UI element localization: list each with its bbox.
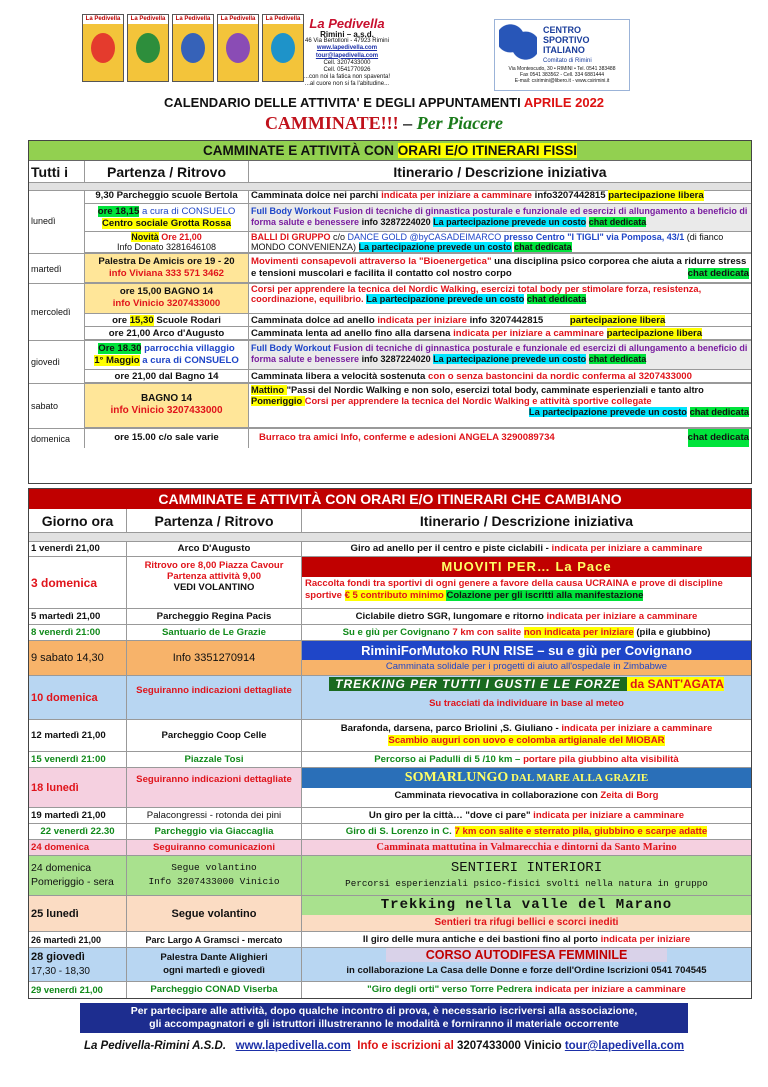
day-label: mercoledì bbox=[29, 283, 85, 340]
table-row: ore 15.00 c/o sale varie Burraco tra amici Info, conferme e adesioni ANGELA 3290089734 chat dedicata bbox=[85, 428, 751, 448]
table-row: 25 lunedì Segue volantino Trekking nella valle del Marano Sentieri tra rifugi bellici e scorci inediti bbox=[29, 896, 751, 932]
csi-mark-icon bbox=[499, 24, 537, 60]
table-row: ore 21,00 dal Bagno 14 Camminata libera a velocità sostenuta con o senza bastoncini da nordic conferma al 3207433000 bbox=[85, 370, 751, 383]
logo-badge: La Pedivella bbox=[217, 14, 259, 82]
table-row: Novità Ore 21,00 Info Donato 3281646108 BALLI DI GRUPPO c/o DANCE GOLD @byCASADEIMARCO presso Centro "I TIGLI" via Pomposa, 43/1 (di fianco MONDO CONVENIENZA) La partecipazione prevede un costo chat dedicata bbox=[85, 232, 751, 253]
footer-notice: Per partecipare alle attività, dopo qualche incontro di prova, è necessario iscriversi alla associazione, gli accompagnatori e gli istruttori illustreranno le modalità e forniranno il materiale occorrente bbox=[80, 1003, 688, 1033]
table-row: 10 domenica Seguiranno indicazioni dettagliate TREKKING PER TUTTI I GUSTI E LE FORZE da SANT'AGATA Su tracciati da individuare in base al meteo bbox=[29, 676, 751, 720]
table-row: ore 18,15 a cura di CONSUELO Centro sociale Grotta Rossa Full Body Workout Fusion di tecniche di ginnastica posturale e funzionale ed esercizi di allungamento a beneficio di forma salute e benessere info 3287224020 La partecipazione prevede un costo chat dedicata bbox=[85, 204, 751, 232]
table-row: ore 15,00 BAGNO 14 info Vinicio 3207433000 Corsi per apprendere la tecnica del Nordic Walking, esercizi total body per stimolare forza, resistenza, coordinazione, equilibrio. La partecipazione prevede un costo chat dedicata bbox=[85, 283, 751, 314]
table-row: Palestra De Amicis ore 19 - 20 info Viviana 333 571 3462 Movimenti consapevoli attraverso la "Bioenergetica" una disciplina psico corporea che aiuta a ridurre stress e tensioni muscolari e facilita il contatto col nostro corpo chat dedicata bbox=[85, 253, 751, 283]
table-row: 3 domenica Ritrovo ore 8,00 Piazza Cavour Partenza attività 9,00 VEDI VOLANTINO MUOVITI PER… La Pace Raccolta fondi tra sportivi di ogni genere a favore della causa UCRAINA e prove di discipline sportive € 5 contributo minimo Colazione per gli iscritti alla manifestazione bbox=[29, 557, 751, 609]
pedivella-contact: La Pedivella Rimini – a.s.d. 46 Via Bertolloni - 47923 Rimini www.lapedivella.com tour@lapedivella.com Cell. 3207433000 Cell. 0541770926 ...con noi la fatica non spaventa! ...al cuore non si fa l'abitudine... bbox=[292, 16, 402, 89]
email-link[interactable]: tour@lapedivella.com bbox=[564, 1040, 685, 1052]
csi-logo: CENTRO SPORTIVO ITALIANO Comitato di Rimini Via Montescudo, 30 • RIMINI • Tel. 0541 383488 Fax 0541 383562 - Cell. 334 6881444 E-mail: csirimini@libero.it - www.csirimini.it bbox=[494, 19, 630, 91]
day-label: sabato bbox=[29, 383, 85, 428]
table-row: 15 venerdì 21:00 Piazzale Tosi Percorso ai Padulli di 5 /10 km – portare pila giubbino alta visibilità bbox=[29, 752, 751, 768]
table-row: 1 venerdì 21,00 Arco D'Augusto Giro ad anello per il centro e piste ciclabili - indicata per iniziare a camminare bbox=[29, 541, 751, 557]
logo-badge: La Pedivella bbox=[82, 14, 124, 82]
table-row: 5 martedì 21,00 Parcheggio Regina Pacis Ciclabile dietro SGR, lungomare e ritorno indicata per iniziare a camminare bbox=[29, 609, 751, 625]
header bbox=[0, 0, 768, 148]
variable-activities-table bbox=[28, 488, 752, 999]
logo-badge: La Pedivella bbox=[127, 14, 169, 82]
day-label: martedì bbox=[29, 253, 85, 283]
table-row: Ore 18.30 parrocchia villaggio 1° Maggio a cura di CONSUELO Full Body Workout Fusion di tecniche di ginnastica posturale e funzionale ed esercizi di allungamento a beneficio di forma salute e benessere info 3287224020 La partecipazione prevede un costo chat dedicata bbox=[85, 340, 751, 370]
day-label: domenica bbox=[29, 428, 85, 448]
website-link[interactable]: www.lapedivella.com bbox=[316, 45, 378, 52]
table-row: 19 martedì 21,00 Palacongressi - rotonda dei pini Un giro per la città… "dove ci pare" indicata per iniziare a camminare bbox=[29, 808, 751, 824]
table-row: 24 domenica Seguiranno comunicazioni Camminata mattutina in Valmarecchia e dintorni da Santo Marino bbox=[29, 840, 751, 856]
fixed-header-row: Tutti i Partenza / Ritrovo Itinerario / Descrizione iniziativa bbox=[29, 161, 751, 183]
variable-banner: CAMMINATE E ATTIVITÀ CON ORARI E/O ITINERARI CHE CAMBIANO bbox=[29, 489, 751, 509]
logo-badge: La Pedivella bbox=[172, 14, 214, 82]
email-link[interactable]: tour@lapedivella.com bbox=[315, 52, 379, 59]
table-row: 28 giovedì 17,30 - 18,30 Palestra Dante Alighieri ogni martedì e giovedì CORSO AUTODIFESA FEMMINILE in collaborazione La Casa delle Donne e forze dell'Ordine Iscrizioni 0541 704545 bbox=[29, 948, 751, 982]
table-row: 9 sabato 14,30 Info 3351270914 RiminiForMutoko RUN RISE – su e giù per Covignano Camminata solidale per i progetti di aiuto all'ospedale in Zimbabwe bbox=[29, 641, 751, 676]
fixed-banner: CAMMINATE E ATTIVITÀ CON ORARI E/O ITINERARI FISSI bbox=[29, 141, 751, 161]
logo-badge: La Pedivella bbox=[262, 14, 304, 82]
page-subtitle: CAMMINATE!!! – Per Piacere bbox=[264, 113, 504, 133]
footer-contacts: La Pedivella-Rimini A.S.D. www.lapedivella.com Info e iscrizioni al 3207433000 Vinicio tour@lapedivella.com bbox=[83, 1040, 685, 1052]
fixed-activities-table bbox=[28, 140, 752, 484]
table-row: 26 martedì 21,00 Parc Largo A Gramsci - mercato Il giro delle mura antiche e dei bastioni fino al porto indicata per iniziare bbox=[29, 932, 751, 948]
variable-header-row: Giorno ora Partenza / Ritrovo Itinerario / Descrizione iniziativa bbox=[29, 509, 751, 533]
table-row: 29 venerdì 21,00 Parcheggio CONAD Viserba "Giro degli orti" verso Torre Pedrera indicata per iniziare a camminare bbox=[29, 982, 751, 998]
pedivella-logos bbox=[82, 14, 304, 82]
table-row: 12 martedì 21,00 Parcheggio Coop Celle Barafonda, darsena, parco Briolini ,S. Giuliano - indicata per iniziare a camminare Scambio auguri con uovo e colomba artigianale del MIOBAR bbox=[29, 720, 751, 752]
table-row: ore 21,00 Arco d'Augusto Camminata lenta ad anello fino alla darsena indicata per iniziare a camminare partecipazione libera bbox=[85, 327, 751, 340]
table-row: 18 lunedì Seguiranno indicazioni dettagliate SOMARLUNGO DAL MARE ALLA GRAZIE Camminata rievocativa in collaborazione con Zeita di Borg bbox=[29, 768, 751, 808]
page-title: CALENDARIO DELLE ATTIVITA' E DEGLI APPUNTAMENTI APRILE 2022 bbox=[163, 95, 605, 110]
table-row: 9,30 Parcheggio scuole Bertola Camminata dolce nei parchi indicata per iniziare a camminare info3207442815 partecipazione libera bbox=[85, 190, 751, 204]
table-row: 22 venerdì 22.30 Parcheggio via Giaccaglia Giro di S. Lorenzo in C. 7 km con salite e sterrato pila, giubbino e scarpe adatte bbox=[29, 824, 751, 840]
website-link[interactable]: www.lapedivella.com bbox=[235, 1040, 351, 1052]
table-row: BAGNO 14 info Vinicio 3207433000 Mattino "Passi del Nordic Walking e non solo, esercizi total body, camminate esperienziali e tanto altro Pomeriggio Corsi per apprendere la tecnica del Nordic Walking e attività sportive collegate La partecipazione prevede un costo chat dedicata bbox=[85, 383, 751, 428]
day-label: giovedì bbox=[29, 340, 85, 383]
table-row: 24 domenica Pomeriggio - sera Segue volantino Info 3207433000 Vinicio SENTIERI INTERIORI Percorsi esperienziali psico-fisici svolti nella natura in gruppo bbox=[29, 856, 751, 896]
table-row: 8 venerdì 21:00 Santuario de Le Grazie Su e giù per Covignano 7 km con salite non indicata per iniziare (pila e giubbino) bbox=[29, 625, 751, 641]
day-label: lunedì bbox=[29, 190, 85, 253]
table-row: ore 15,30 Scuole Rodari Camminata dolce ad anello indicata per iniziare info 3207442815 partecipazione libera bbox=[85, 314, 751, 327]
